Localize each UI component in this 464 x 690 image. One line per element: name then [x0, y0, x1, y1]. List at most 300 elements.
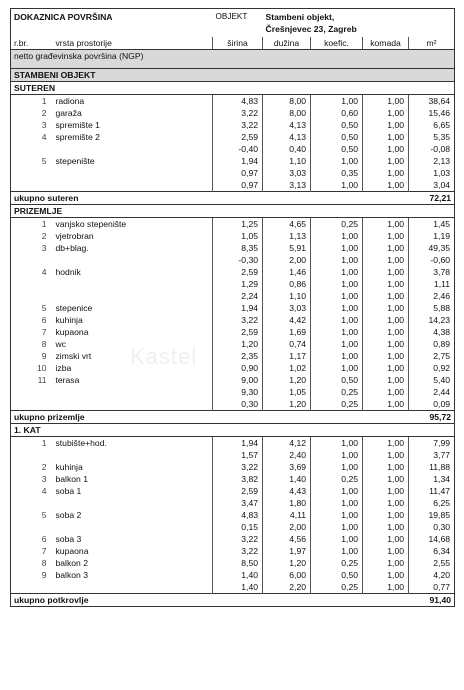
section-title: 1. KAT — [11, 424, 455, 437]
room-name: stubište+hod. — [55, 438, 107, 448]
coefficient-cell: 0,25 — [311, 386, 363, 398]
section-header — [11, 205, 455, 218]
coefficient-cell: 0,50 — [311, 131, 363, 143]
count-cell: 1,00 — [363, 545, 409, 557]
area-cell: 0,77 — [409, 581, 455, 594]
area-cell: 5,35 — [409, 131, 455, 143]
width-cell: 0,15 — [213, 521, 263, 533]
column-header-row — [11, 37, 455, 50]
table-row — [11, 278, 455, 290]
width-cell: 0,97 — [213, 167, 263, 179]
room-name: soba 1 — [55, 486, 82, 496]
table-row — [11, 230, 455, 242]
area-cell: 1,19 — [409, 230, 455, 242]
length-cell: 4,42 — [263, 314, 311, 326]
length-cell: 2,40 — [263, 449, 311, 461]
objekt-line-2: Črešnjevec 23, Zagreb — [265, 24, 357, 34]
row-number — [11, 398, 53, 411]
length-cell: 4,12 — [263, 437, 311, 450]
length-cell: 1,80 — [263, 497, 311, 509]
table-row — [11, 107, 455, 119]
table-row — [11, 326, 455, 338]
table-row — [11, 179, 455, 192]
room-name — [53, 254, 213, 266]
width-cell: 1,40 — [213, 569, 263, 581]
row-number: 6 — [41, 534, 47, 544]
width-cell: 2,35 — [213, 350, 263, 362]
length-cell: 1,13 — [263, 230, 311, 242]
coefficient-cell: 1,00 — [311, 461, 363, 473]
coefficient-cell: 0,25 — [311, 473, 363, 485]
length-cell: 0,40 — [263, 143, 311, 155]
row-number: 9 — [41, 351, 47, 361]
width-cell: 2,59 — [213, 131, 263, 143]
room-name: zimski vrt — [55, 351, 92, 361]
count-cell: 1,00 — [363, 509, 409, 521]
room-name: kupaona — [55, 546, 89, 556]
table-row — [11, 119, 455, 131]
table-row — [11, 449, 455, 461]
count-cell: 1,00 — [363, 107, 409, 119]
row-number: 4 — [41, 267, 47, 277]
room-name: balkon 3 — [55, 570, 88, 580]
length-cell: 1,05 — [263, 386, 311, 398]
row-number: 10 — [36, 363, 47, 373]
count-cell: 1,00 — [363, 338, 409, 350]
length-cell: 3,03 — [263, 302, 311, 314]
count-cell: 1,00 — [363, 437, 409, 450]
width-cell: 3,22 — [213, 533, 263, 545]
count-cell: 1,00 — [363, 230, 409, 242]
count-cell: 1,00 — [363, 179, 409, 192]
area-cell: 14,68 — [409, 533, 455, 545]
section-header — [11, 424, 455, 437]
count-cell: 1,00 — [363, 314, 409, 326]
area-cell: 11,47 — [409, 485, 455, 497]
coefficient-cell: 1,00 — [311, 485, 363, 497]
row-number — [11, 581, 53, 594]
row-number — [11, 290, 53, 302]
width-cell: 1,94 — [213, 302, 263, 314]
length-cell: 3,69 — [263, 461, 311, 473]
row-number: 1 — [41, 438, 47, 448]
row-number — [11, 449, 53, 461]
length-cell: 8,00 — [263, 95, 311, 108]
area-cell: 1,03 — [409, 167, 455, 179]
length-cell: 1,20 — [263, 398, 311, 411]
table-row — [11, 386, 455, 398]
length-cell: 5,91 — [263, 242, 311, 254]
section-total-label: ukupno prizemlje — [11, 411, 409, 424]
count-cell: 1,00 — [363, 143, 409, 155]
table-row — [11, 497, 455, 509]
coefficient-cell: 1,00 — [311, 338, 363, 350]
length-cell: 4,13 — [263, 119, 311, 131]
room-name — [53, 386, 213, 398]
width-cell: 0,90 — [213, 362, 263, 374]
document-title: DOKAZNICA POVRŠINA — [14, 12, 113, 22]
length-cell: 3,03 — [263, 167, 311, 179]
watermark: Kastel — [130, 344, 198, 369]
coefficient-cell: 1,00 — [311, 497, 363, 509]
width-cell: 1,20 — [213, 338, 263, 350]
width-cell: -0,40 — [213, 143, 263, 155]
table-row — [11, 557, 455, 569]
width-cell: 3,22 — [213, 545, 263, 557]
row-number: 5 — [41, 510, 47, 520]
area-cell: 5,40 — [409, 374, 455, 386]
table-row — [11, 167, 455, 179]
coefficient-cell: 1,00 — [311, 254, 363, 266]
area-cell: 0,92 — [409, 362, 455, 374]
width-cell: 0,97 — [213, 179, 263, 192]
coefficient-cell: 0,25 — [311, 218, 363, 231]
row-number: 8 — [41, 558, 47, 568]
row-number: 2 — [41, 231, 47, 241]
section-total-row — [11, 411, 455, 424]
coefficient-cell: 1,00 — [311, 179, 363, 192]
count-cell: 1,00 — [363, 95, 409, 108]
room-name: soba 3 — [55, 534, 82, 544]
count-cell: 1,00 — [363, 461, 409, 473]
count-cell: 1,00 — [363, 569, 409, 581]
area-cell: 2,46 — [409, 290, 455, 302]
room-name: garaža — [55, 108, 82, 118]
room-name — [53, 581, 213, 594]
col-duzina: dužina — [263, 37, 311, 50]
coefficient-cell: 0,25 — [311, 557, 363, 569]
table-row — [11, 155, 455, 167]
area-statement-sheet — [10, 8, 454, 607]
coefficient-cell: 0,25 — [311, 398, 363, 411]
section-total-value: 95,72 — [409, 411, 455, 424]
length-cell: 2,00 — [263, 521, 311, 533]
count-cell: 1,00 — [363, 278, 409, 290]
section-header — [11, 82, 455, 95]
room-name — [53, 143, 213, 155]
count-cell: 1,00 — [363, 326, 409, 338]
table-row — [11, 569, 455, 581]
room-name: hodnik — [55, 267, 81, 277]
coefficient-cell: 0,50 — [311, 374, 363, 386]
count-cell: 1,00 — [363, 155, 409, 167]
room-name — [53, 290, 213, 302]
count-cell: 1,00 — [363, 473, 409, 485]
table-row — [11, 545, 455, 557]
width-cell: 1,29 — [213, 278, 263, 290]
area-cell: 15,46 — [409, 107, 455, 119]
table-row — [11, 374, 455, 386]
coefficient-cell: 1,00 — [311, 449, 363, 461]
row-number — [11, 278, 53, 290]
width-cell: 1,57 — [213, 449, 263, 461]
table-row — [11, 314, 455, 326]
row-number: 1 — [41, 96, 47, 106]
coefficient-cell: 0,50 — [311, 119, 363, 131]
length-cell: 1,10 — [263, 290, 311, 302]
length-cell: 2,00 — [263, 254, 311, 266]
count-cell: 1,00 — [363, 290, 409, 302]
coefficient-cell: 1,00 — [311, 266, 363, 278]
room-name — [53, 521, 213, 533]
row-number: 6 — [41, 315, 47, 325]
count-cell: 1,00 — [363, 497, 409, 509]
row-number — [11, 143, 53, 155]
room-name: radiona — [55, 96, 85, 106]
room-name: kuhinja — [55, 462, 83, 472]
row-number: 9 — [41, 570, 47, 580]
room-name — [53, 167, 213, 179]
row-number — [11, 386, 53, 398]
coefficient-cell: 1,00 — [311, 290, 363, 302]
coefficient-cell: 1,00 — [311, 155, 363, 167]
objekt-label: OBJEKT — [215, 12, 248, 21]
count-cell: 1,00 — [363, 362, 409, 374]
section-total-value: 91,40 — [409, 594, 455, 607]
col-m2: m² — [409, 37, 455, 50]
coefficient-cell: 0,60 — [311, 107, 363, 119]
room-name: wc — [55, 339, 67, 349]
section-title: SUTEREN — [11, 82, 455, 95]
length-cell: 4,11 — [263, 509, 311, 521]
length-cell: 4,13 — [263, 131, 311, 143]
row-number: 5 — [41, 156, 47, 166]
row-number: 11 — [37, 375, 47, 385]
area-cell: 11,88 — [409, 461, 455, 473]
area-cell: -0,08 — [409, 143, 455, 155]
width-cell: 3,82 — [213, 473, 263, 485]
room-name: db+blag. — [55, 243, 89, 253]
area-cell: 4,38 — [409, 326, 455, 338]
length-cell: 4,56 — [263, 533, 311, 545]
coefficient-cell: 1,00 — [311, 326, 363, 338]
area-cell: 1,34 — [409, 473, 455, 485]
table-row — [11, 473, 455, 485]
count-cell: 1,00 — [363, 218, 409, 231]
area-cell: 6,25 — [409, 497, 455, 509]
length-cell: 6,00 — [263, 569, 311, 581]
width-cell: 1,94 — [213, 437, 263, 450]
area-cell: 3,77 — [409, 449, 455, 461]
width-cell: 3,47 — [213, 497, 263, 509]
col-komada: komada — [363, 37, 409, 50]
coefficient-cell: 1,00 — [311, 242, 363, 254]
area-cell: 7,99 — [409, 437, 455, 450]
width-cell: 2,24 — [213, 290, 263, 302]
area-cell: 14,23 — [409, 314, 455, 326]
coefficient-cell: 1,00 — [311, 521, 363, 533]
area-cell: 3,04 — [409, 179, 455, 192]
width-cell: 2,59 — [213, 266, 263, 278]
area-table — [10, 8, 455, 607]
section-total-row — [11, 594, 455, 607]
count-cell: 1,00 — [363, 350, 409, 362]
count-cell: 1,00 — [363, 131, 409, 143]
object-row — [11, 69, 455, 82]
section-title: PRIZEMLJE — [11, 205, 455, 218]
table-row — [11, 254, 455, 266]
area-cell: 2,13 — [409, 155, 455, 167]
col-vrsta: vrsta prostorije — [53, 37, 213, 50]
length-cell: 4,43 — [263, 485, 311, 497]
room-name — [53, 449, 213, 461]
row-number: 8 — [41, 339, 47, 349]
count-cell: 1,00 — [363, 167, 409, 179]
col-rbr: r.br. — [11, 37, 53, 50]
table-row — [11, 302, 455, 314]
width-cell: 9,30 — [213, 386, 263, 398]
room-name: balkon 1 — [55, 474, 88, 484]
row-number: 7 — [41, 327, 47, 337]
count-cell: 1,00 — [363, 374, 409, 386]
table-row — [11, 266, 455, 278]
area-cell: 1,11 — [409, 278, 455, 290]
table-row — [11, 218, 455, 231]
width-cell: 3,22 — [213, 314, 263, 326]
section-total-label: ukupno suteren — [11, 192, 409, 205]
room-name: kupaona — [55, 327, 89, 337]
area-cell: 38,64 — [409, 95, 455, 108]
table-row — [11, 95, 455, 108]
room-name — [53, 179, 213, 192]
count-cell: 1,00 — [363, 521, 409, 533]
area-cell: 0,30 — [409, 521, 455, 533]
row-number: 3 — [41, 120, 47, 130]
area-cell: 6,65 — [409, 119, 455, 131]
col-sirina: širina — [213, 37, 263, 50]
length-cell: 1,46 — [263, 266, 311, 278]
width-cell: 3,22 — [213, 461, 263, 473]
row-number: 4 — [41, 132, 47, 142]
area-cell: 2,55 — [409, 557, 455, 569]
width-cell: 1,94 — [213, 155, 263, 167]
width-cell: 1,25 — [213, 218, 263, 231]
row-number: 7 — [41, 546, 47, 556]
count-cell: 1,00 — [363, 485, 409, 497]
row-number: 3 — [41, 243, 47, 253]
table-row — [11, 350, 455, 362]
table-row — [11, 509, 455, 521]
row-number — [11, 167, 53, 179]
area-cell: 2,75 — [409, 350, 455, 362]
area-cell: 1,45 — [409, 218, 455, 231]
length-cell: 2,20 — [263, 581, 311, 594]
section-total-row — [11, 192, 455, 205]
width-cell: 8,50 — [213, 557, 263, 569]
area-cell: 49,35 — [409, 242, 455, 254]
count-cell: 1,00 — [363, 386, 409, 398]
count-cell: 1,00 — [363, 533, 409, 545]
length-cell: 8,00 — [263, 107, 311, 119]
width-cell: 1,05 — [213, 230, 263, 242]
coefficient-cell: 1,00 — [311, 95, 363, 108]
length-cell: 1,10 — [263, 155, 311, 167]
area-cell: 5,88 — [409, 302, 455, 314]
coefficient-cell: 1,00 — [311, 509, 363, 521]
count-cell: 1,00 — [363, 557, 409, 569]
table-row — [11, 461, 455, 473]
row-number — [11, 179, 53, 192]
table-row — [11, 362, 455, 374]
table-row — [11, 437, 455, 450]
row-number: 5 — [41, 303, 47, 313]
width-cell: 9,00 — [213, 374, 263, 386]
coefficient-cell: 0,50 — [311, 143, 363, 155]
width-cell: 1,40 — [213, 581, 263, 594]
coefficient-cell: 0,25 — [311, 581, 363, 594]
row-number: 1 — [41, 219, 47, 229]
objekt-address — [263, 9, 455, 38]
row-number: 2 — [41, 108, 47, 118]
length-cell: 1,97 — [263, 545, 311, 557]
count-cell: 1,00 — [363, 302, 409, 314]
coefficient-cell: 1,00 — [311, 314, 363, 326]
room-name: spremište 1 — [55, 120, 100, 130]
coefficient-cell: 0,50 — [311, 569, 363, 581]
room-name: soba 2 — [55, 510, 82, 520]
ngp-row — [11, 50, 455, 63]
section-total-label: ukupno potkrovlje — [11, 594, 409, 607]
width-cell: 0,30 — [213, 398, 263, 411]
length-cell: 0,74 — [263, 338, 311, 350]
table-row — [11, 242, 455, 254]
objekt-line-1: Stambeni objekt, — [265, 12, 335, 22]
room-name — [53, 278, 213, 290]
room-name: terasa — [55, 375, 80, 385]
width-cell: -0,30 — [213, 254, 263, 266]
width-cell: 4,83 — [213, 509, 263, 521]
count-cell: 1,00 — [363, 242, 409, 254]
area-cell: 6,34 — [409, 545, 455, 557]
length-cell: 4,65 — [263, 218, 311, 231]
area-cell: 3,78 — [409, 266, 455, 278]
width-cell: 3,22 — [213, 119, 263, 131]
row-number — [11, 254, 53, 266]
room-name: vjetrobran — [55, 231, 94, 241]
col-koefic: koefic. — [311, 37, 363, 50]
table-row — [11, 521, 455, 533]
length-cell: 1,17 — [263, 350, 311, 362]
row-number: 3 — [41, 474, 47, 484]
room-name: vanjsko stepenište — [55, 219, 127, 229]
count-cell: 1,00 — [363, 581, 409, 594]
coefficient-cell: 1,00 — [311, 533, 363, 545]
length-cell: 1,20 — [263, 557, 311, 569]
object-label: STAMBENI OBJEKT — [11, 69, 455, 82]
coefficient-cell: 1,00 — [311, 230, 363, 242]
coefficient-cell: 0,35 — [311, 167, 363, 179]
length-cell: 1,20 — [263, 374, 311, 386]
coefficient-cell: 1,00 — [311, 362, 363, 374]
room-name: spremište 2 — [55, 132, 100, 142]
table-row — [11, 131, 455, 143]
coefficient-cell: 1,00 — [311, 302, 363, 314]
area-cell: 19,85 — [409, 509, 455, 521]
width-cell: 2,59 — [213, 326, 263, 338]
room-name: balkon 2 — [55, 558, 88, 568]
room-name: izba — [55, 363, 72, 373]
ngp-label: netto građevinska površina (NGP) — [11, 50, 455, 63]
room-name — [53, 398, 213, 411]
coefficient-cell: 1,00 — [311, 278, 363, 290]
room-name: stepenište — [55, 156, 95, 166]
count-cell: 1,00 — [363, 449, 409, 461]
row-number — [11, 521, 53, 533]
width-cell: 3,22 — [213, 107, 263, 119]
length-cell: 3,13 — [263, 179, 311, 192]
table-row — [11, 338, 455, 350]
length-cell: 1,40 — [263, 473, 311, 485]
